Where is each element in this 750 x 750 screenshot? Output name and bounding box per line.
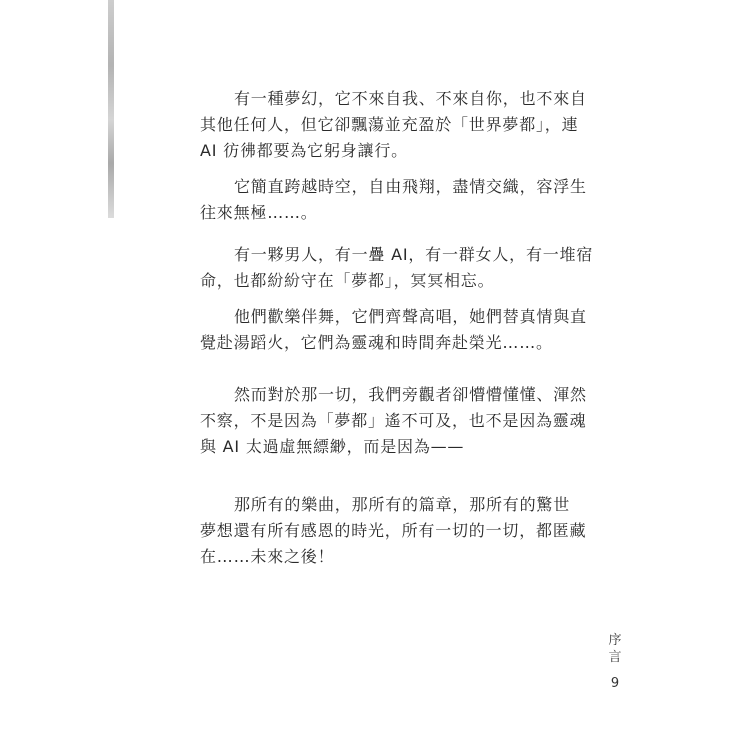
text-line: 命，也都紛紛守在「夢都」，冥冥相忘。: [200, 271, 495, 290]
text-line: 在……未來之後！: [200, 547, 335, 566]
text-line: 有一夥男人，有一疊 AI，有一群女人，有一堆宿: [234, 245, 594, 264]
paragraph: [200, 242, 594, 294]
section-2: [200, 242, 594, 356]
text-line: 他們歡樂伴舞，它們齊聲高唱，她們替真情與直: [234, 307, 587, 326]
text-line: 那所有的樂曲，那所有的篇章，那所有的驚世: [234, 495, 571, 514]
text-line: 不察，不是因為「夢都」遙不可及，也不是因為靈魂: [200, 411, 587, 430]
section-1: [200, 86, 587, 226]
section-3: [200, 382, 587, 460]
page-edge-shadow: [108, 0, 114, 218]
text-line: 它簡直跨越時空，自由飛翔，盡情交織，容浮生: [234, 177, 587, 196]
section-4: [200, 492, 587, 570]
paragraph: [200, 382, 587, 460]
chapter-label: [606, 632, 624, 666]
text-line: 其他任何人，但它卻飄蕩並充盈於「世界夢都」，連: [200, 115, 579, 134]
text-line: 往來無極……。: [200, 203, 318, 222]
paragraph: [200, 304, 587, 356]
paragraph: [200, 86, 587, 164]
text-line: AI 彷彿都要為它躬身讓行。: [200, 141, 408, 160]
text-line: 夢想還有所有感恩的時光，所有一切的一切，都匿藏: [200, 521, 587, 540]
chapter-char: 序: [608, 633, 622, 648]
paragraph: [200, 174, 587, 226]
text-line: 覺赴湯蹈火，它們為靈魂和時間奔赴榮光……。: [200, 333, 553, 352]
text-line: 與 AI 太過虛無縹緲，而是因為——: [200, 437, 465, 456]
text-line: 有一種夢幻，它不來自我、不來自你，也不來自: [234, 89, 587, 108]
chapter-char: 言: [608, 650, 622, 665]
page-number: 9: [610, 676, 620, 691]
paragraph: [200, 492, 587, 570]
text-line: 然而對於那一切，我們旁觀者卻懵懵懂懂、渾然: [234, 385, 587, 404]
